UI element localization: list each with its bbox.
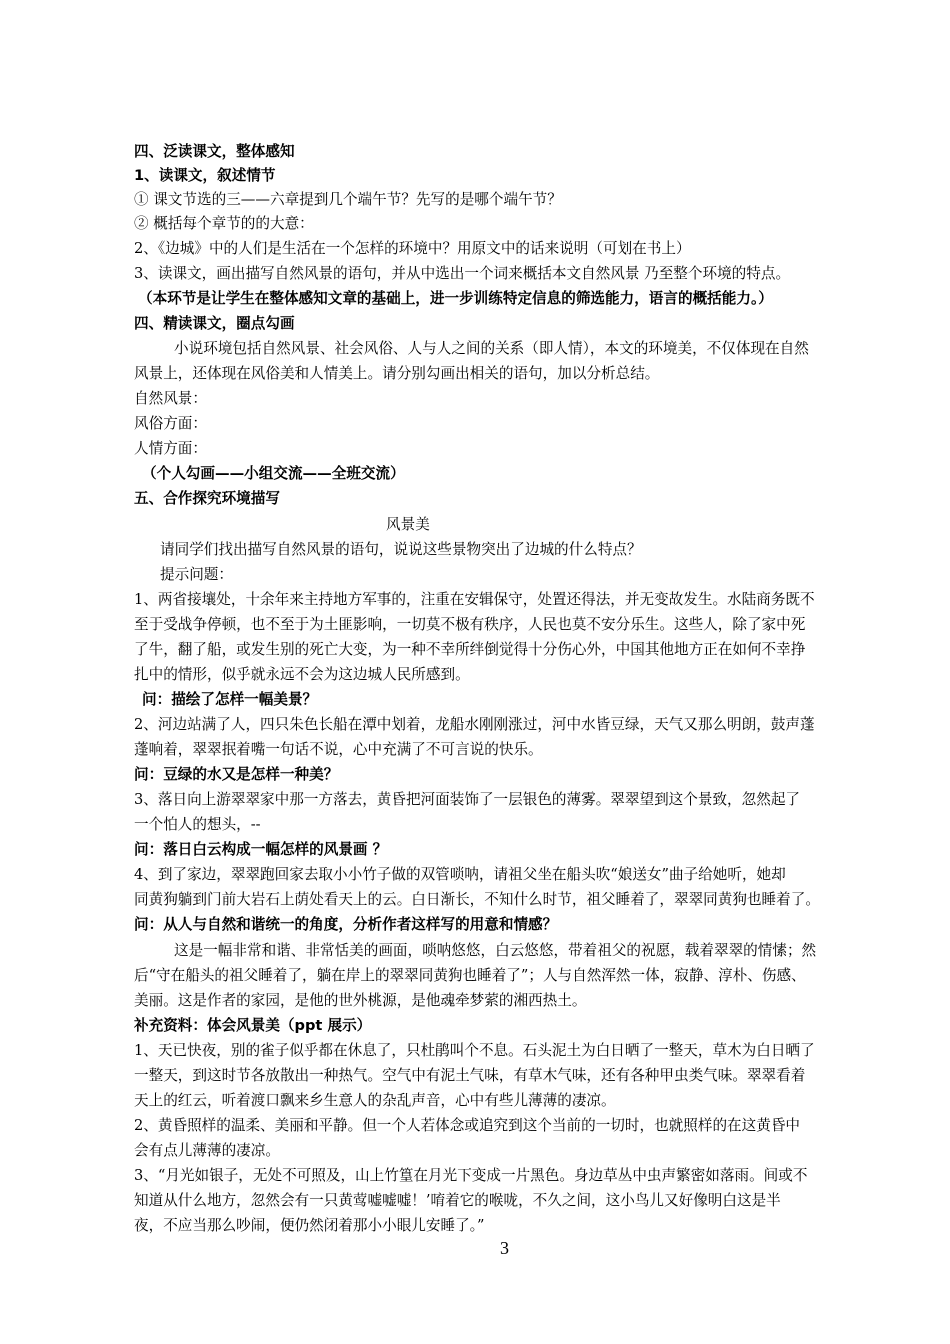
passage-line: 扎中的情形，似乎就永远不会为这边城人民所感到。 (134, 666, 470, 683)
supplement-line: 3、“月光如银子，无处不可照及，山上竹篁在月光下变成一片黑色。身边草丛中虫声繁密如落雨。间或不 (134, 1167, 808, 1184)
prompt-line: 请同学们找出描写自然风景的语句，说说这些景物突出了边城的什么特点？ (160, 541, 642, 558)
passage-line: 至于受战争停顿，也不至于为土匪影响，一切莫不极有秩序，人民也莫不安分乐生。这些人，除了家中死 (134, 616, 806, 633)
passage-line: 蓬响着，翠翠抿着嘴一句话不说，心中充满了不可言说的快乐。 (134, 741, 543, 758)
question-heading: 问：描绘了怎样一幅美景？ (142, 691, 318, 708)
prompt-label: 提示问题： (160, 566, 233, 583)
passage-line: 4、到了家边，翠翠跑回家去取小小竹子做的双管唢呐，请祖父坐在船头吹“娘送女”曲子给她听，她却 (134, 866, 786, 883)
subheading-scenery-beauty: 风景美 (386, 516, 430, 533)
section-heading-skim-reading: 四、泛读课文，整体感知 (134, 143, 295, 160)
supplement-line: 会有点儿薄薄的凄凉。 (134, 1142, 280, 1159)
passage-line: 同黄狗躺到门前大岩石上荫处看天上的云。白日渐长，不知什么时节，祖父睡着了，翠翠同黄狗也睡着了。 (134, 891, 820, 908)
question-line: ② 概括每个章节的的大意： (134, 215, 314, 232)
analysis-line: 美丽。这是作者的家园，是他的世外桃源，是他魂牵梦萦的湘西热土。 (134, 992, 587, 1009)
supplement-line: 天上的红云，听着渡口飘来乡生意人的杂乱声音，心中有些儿薄薄的凄凉。 (134, 1092, 616, 1109)
field-label-scenery: 自然风景： (134, 390, 207, 407)
page-number: 3 (500, 1238, 509, 1258)
question-line: 2、《边城》中的人们是生活在一个怎样的环境中？用原文中的话来说明（可划在书上） (134, 240, 691, 257)
analysis-line: 这是一幅非常和谐、非常恬美的画面，唢呐悠悠，白云悠悠，带着祖父的祝愿，载着翠翠的情愫；然 (174, 942, 817, 959)
field-label-customs: 风俗方面： (134, 415, 207, 432)
supplement-heading: 补充资料：体会风景美（ppt 展示） (134, 1017, 372, 1034)
question-heading: 问：豆绿的水又是怎样一种美？ (134, 766, 339, 783)
passage-line: 1、两省接壤处，十余年来主持地方军事的，注重在安辑保守，处置还得法，并无变故发生。水陆商务既不 (134, 591, 815, 608)
section-heading-cooperative: 五、合作探究环境描写 (134, 490, 280, 507)
paragraph-line: 风景上，还体现在风俗美和人情美上。请分别勾画出相关的语句，加以分析总结。 (134, 365, 660, 382)
section-heading-close-reading: 四、精读课文，圈点勾画 (134, 315, 295, 332)
paragraph-line: 小说环境包括自然风景、社会风俗、人与人之间的关系（即人情），本文的环境美，不仅体现在自然 (174, 340, 809, 357)
field-label-relations: 人情方面： (134, 440, 207, 457)
question-line: ① 课文节选的三——六章提到几个端午节？先写的是哪个端午节？ (134, 191, 562, 208)
passage-line: 了牛，翻了船，或发生别的死亡大变，为一种不幸所绊倒觉得十分伤心外，中国其他地方正在如何不幸挣 (134, 641, 806, 658)
question-heading: 问：从人与自然和谐统一的角度，分析作者这样写的用意和情感？ (134, 916, 558, 933)
passage-line: 3、落日向上游翠翠家中那一方落去，黄昏把河面装饰了一层银色的薄雾。翠翠望到这个景致，忽然起了 (134, 791, 801, 808)
teaching-note: （本环节是让学生在整体感知文章的基础上，进一步训练特定信息的筛选能力，语言的概括能力。） (138, 290, 773, 307)
task-heading: 1、读课文，叙述情节 (134, 167, 276, 184)
supplement-line: 一整天，到这时节各放散出一种热气。空气中有泥土气味，有草木气味，还有各种甲虫类气味。翠翠看着 (134, 1067, 806, 1084)
activity-note: （个人勾画——小组交流——全班交流） (142, 465, 405, 482)
supplement-line: 1、天已快夜，别的雀子似乎都在休息了，只杜鹃叫个不息。石头泥土为白日晒了一整天，草木为白日晒了 (134, 1042, 815, 1059)
supplement-line: 知道从什么地方，忽然会有一只黄莺嘘嘘嘘！’唷着它的喉咙，不久之间，这小鸟儿又好像明白这是半 (134, 1192, 781, 1209)
supplement-line: 2、黄昏照样的温柔、美丽和平静。但一个人若体念或追究到这个当前的一切时，也就照样的在这黄昏中 (134, 1117, 801, 1134)
passage-line: 2、河边站满了人，四只朱色长船在潭中划着，龙船水刚刚涨过，河中水皆豆绿，天气又那么明朗，鼓声蓬 (134, 716, 815, 733)
passage-line: 一个怕人的想头，-- (134, 816, 261, 833)
question-line: 3、读课文，画出描写自然风景的语句，并从中选出一个词来概括本文自然风景 乃至整个环境的特点。 (134, 265, 791, 282)
question-heading: 问：落日白云构成一幅怎样的风景画 ？ (134, 841, 388, 858)
analysis-line: 后“守在船头的祖父睡着了，躺在岸上的翠翠同黄狗也睡着了”；人与自然浑然一体，寂静、淳朴、伤感、 (134, 967, 806, 984)
supplement-line: 夜，不应当那么吵闹，便仍然闭着那小小眼儿安睡了。” (134, 1217, 485, 1234)
